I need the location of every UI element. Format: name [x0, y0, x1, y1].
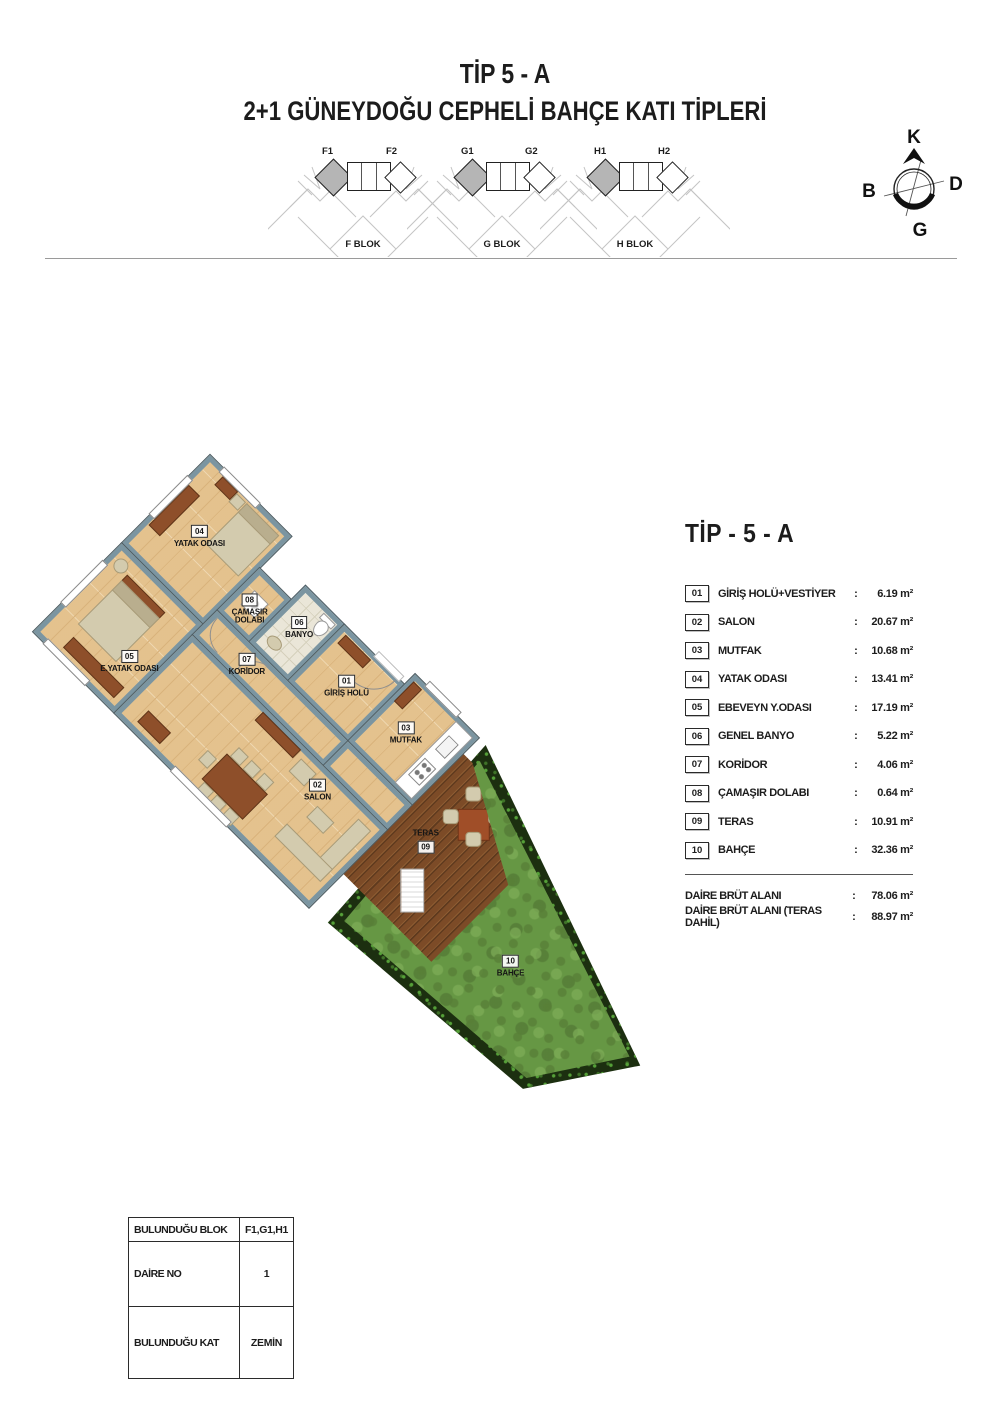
site-block-h [540, 145, 730, 257]
legend [685, 518, 913, 929]
header-divider [45, 258, 957, 259]
block-name: F BLOK [345, 239, 381, 250]
legend-row: 10 BAHÇE : 32.36 m² [685, 840, 913, 861]
room-number: 03 [397, 721, 414, 734]
legend-rows [685, 583, 913, 861]
stool [112, 557, 130, 575]
room-number: 01 [338, 675, 355, 688]
total-row: DAİRE BRÜT ALANI : 78.06 m² [685, 889, 913, 902]
room-number: 05 [121, 650, 138, 663]
legend-row: 04 YATAK ODASI : 13.41 m² [685, 669, 913, 690]
page-title: TİP 5 - A [459, 58, 551, 89]
sideboard [139, 712, 170, 743]
sofa [276, 825, 332, 881]
room-number: 04 [191, 525, 208, 538]
block-name: G BLOK [483, 239, 521, 250]
compass-east-label: D [949, 174, 963, 195]
block-name: H BLOK [616, 239, 654, 250]
total-row: DAİRE BRÜT ALANI (TERAS DAHİL) : 88.97 m² [685, 904, 913, 929]
unit-label: F2 [386, 146, 398, 157]
sink [265, 634, 283, 652]
legend-row: 03 MUTFAK : 10.68 m² [685, 640, 913, 661]
legend-row: 02 SALON : 20.67 m² [685, 612, 913, 633]
table-row: DAİRE NO 1 [129, 1241, 293, 1306]
unit-info-table [128, 1217, 294, 1379]
shoe-cabinet [339, 636, 370, 667]
legend-row: 06 GENEL BANYO : 5.22 m² [685, 726, 913, 747]
room-number: 10 [502, 955, 519, 968]
compass-rose [856, 128, 978, 246]
room-number: 06 [291, 616, 308, 629]
legend-row: 09 TERAS : 10.91 m² [685, 811, 913, 832]
compass-south-label: G [912, 220, 928, 241]
room-label-entrance: 01 GİRİŞ HOLÜ [324, 676, 369, 698]
room-number: 09 [417, 841, 434, 854]
room-label-laundry: 08 ÇAMAŞIR DOLABI [231, 595, 268, 625]
terrace-chair [466, 833, 480, 846]
room-number: 08 [241, 593, 258, 606]
north-arrow-icon [903, 148, 925, 164]
unit-label: H1 [594, 146, 607, 157]
terrace-chair [444, 810, 458, 823]
coffee-table [308, 807, 333, 832]
legend-row: 01 GİRİŞ HOLÜ+VESTİYER : 6.19 m² [685, 583, 913, 604]
room-label-living-room: 02 SALON [303, 780, 331, 802]
room-label-garden: 10 BAHÇE [496, 956, 525, 978]
room-label-terrace: TERAS 09 [412, 828, 439, 853]
room-label-bedroom: 04 YATAK ODASI [173, 526, 225, 548]
terrace-lounge-chair [401, 870, 423, 912]
page-subtitle: 2+1 GÜNEYDOĞU CEPHELİ BAHÇE KATI TİPLERİ [243, 96, 767, 126]
terrace-chair [466, 788, 480, 801]
compass-axis [884, 181, 944, 196]
dining-chair [199, 751, 215, 767]
legend-row: 08 ÇAMAŞIR DOLABI : 0.64 m² [685, 783, 913, 804]
floor-plan [25, 455, 741, 1171]
legend-separator [685, 874, 913, 875]
legend-totals [685, 887, 913, 929]
compass-arc [896, 194, 933, 206]
table-row: BULUNDUĞU BLOK F1,G1,H1 [129, 1218, 293, 1241]
room-label-corridor: 07 KORİDOR [228, 654, 265, 676]
legend-row: 07 KORİDOR : 4.06 m² [685, 754, 913, 775]
unit-label: F1 [322, 146, 334, 157]
compass-north-label: K [907, 128, 921, 148]
room-label-bathroom: 06 BANYO [285, 618, 314, 639]
unit-label: G1 [461, 146, 474, 157]
table-row: BULUNDUĞU KAT ZEMİN [129, 1306, 293, 1378]
legend-title: TİP - 5 - A [685, 518, 795, 548]
unit-label: G2 [525, 146, 538, 157]
compass-west-label: B [862, 181, 876, 202]
room-label-master-bedroom: 05 E.YATAK ODASI [100, 651, 159, 673]
room-number: 07 [238, 653, 255, 666]
legend-row: 05 EBEVEYN Y.ODASI : 17.19 m² [685, 697, 913, 718]
unit-label: H2 [658, 146, 671, 157]
room-label-kitchen: 03 MUTFAK [389, 723, 422, 745]
room-number: 02 [309, 779, 326, 792]
